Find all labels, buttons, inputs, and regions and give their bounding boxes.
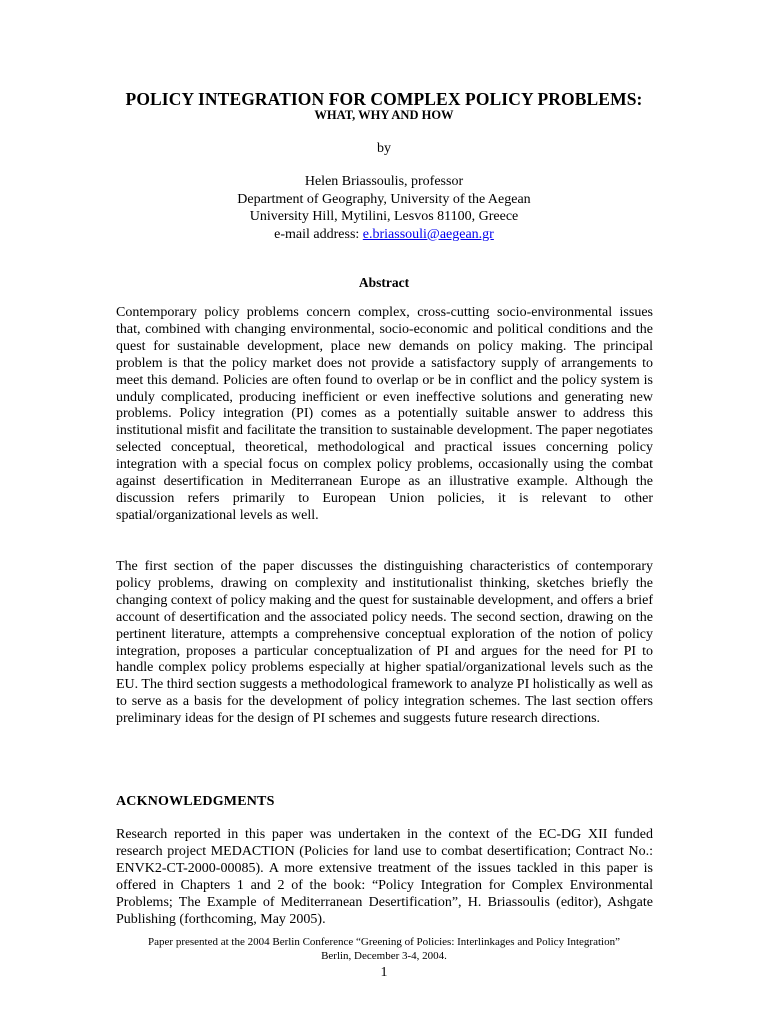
footer-line-1: Paper presented at the 2004 Berlin Conference “Greening of Policies: Interlinkages and Policy Integration” bbox=[148, 936, 620, 948]
author-department: Department of Geography, University of the Aegean bbox=[237, 191, 531, 207]
abstract-heading: Abstract bbox=[358, 275, 410, 290]
author-name: Helen Briassoulis, professor bbox=[304, 174, 464, 189]
page-number: 1 bbox=[380, 965, 388, 980]
email-link[interactable]: e.briassouli@aegean.gr bbox=[362, 226, 494, 242]
author-block bbox=[0, 173, 768, 243]
abstract-paragraph-2: The first section of the paper discusses the distinguishing characteristics of contemporary policy problems, drawing on complexity and institutionalist thinking, sketches briefly the changing context of policy making and the quest for sustainable development, and offers a brief account of desertification and the associated policy needs. The second section, drawing on the pertinent literature, attempts a comprehensive conceptual exploration of the notion of policy integration, proposes a particular conceptualization of PI and argues for the need for PI to handle complex policy problems especially at higher spatial/organizational levels such as the EU. The third section suggests a methodological framework to analyze PI holistically as well as to serve as a basis for the development of policy integration schemes. The last section offers preliminary ideas for the design of PI schemes and suggests future research directions. bbox=[116, 559, 653, 727]
acknowledgments-text: Research reported in this paper was undertaken in the context of the EC-DG XII funded research project MEDACTION (Policies for land use to combat desertification; Contract No.: ENVK2-CT-2000-00085). A more extensive treatment of the issues tackled in this paper is offered in Chapters 1 and 2 of the book: “Policy Integration for Complex Environmental Problems; The Example of Mediterranean Desertification”, H. Briassoulis (editor), Ashgate Publishing (forthcoming, May 2005). bbox=[116, 827, 653, 927]
author-email-line bbox=[0, 226, 768, 244]
email-label: e-mail address: bbox=[274, 226, 363, 242]
abstract-paragraph-1: Contemporary policy problems concern complex, cross-cutting socio-environmental issues that, combined with changing environmental, socio-economic and political conditions and the quest for sustainable development, place new demands on policy making. The principal problem is that the policy market does not provide a satisfactory supply of arrangements to meet this demand. Policies are often found to overlap or be in conflict and the policy system is unduly complicated, producing inefficient or even ineffective solutions and generating new problems. Policy integration (PI) comes as a potentially suitable answer to address this institutional misfit and facilitate the transition to sustainable development. The paper negotiates selected conceptual, theoretical, methodological and practical issues concerning policy integration with a special focus on complex policy problems, occasionally using the combat against desertification in Mediterranean Europe as an illustrative example. Although the discussion refers primarily to European Union policies, it is relevant to other spatial/organizational levels as well. bbox=[116, 305, 653, 523]
footer-line-2: Berlin, December 3-4, 2004. bbox=[321, 949, 447, 962]
paper-title: POLICY INTEGRATION FOR COMPLEX POLICY PROBLEMS: bbox=[125, 89, 643, 109]
acknowledgments-heading: ACKNOWLEDGMENTS bbox=[116, 794, 275, 809]
author-address: University Hill, Mytilini, Lesvos 81100, Greece bbox=[249, 209, 519, 224]
paper-subtitle: WHAT, WHY AND HOW bbox=[314, 108, 454, 122]
conference-footer bbox=[0, 936, 768, 963]
by-line: by bbox=[377, 141, 391, 156]
